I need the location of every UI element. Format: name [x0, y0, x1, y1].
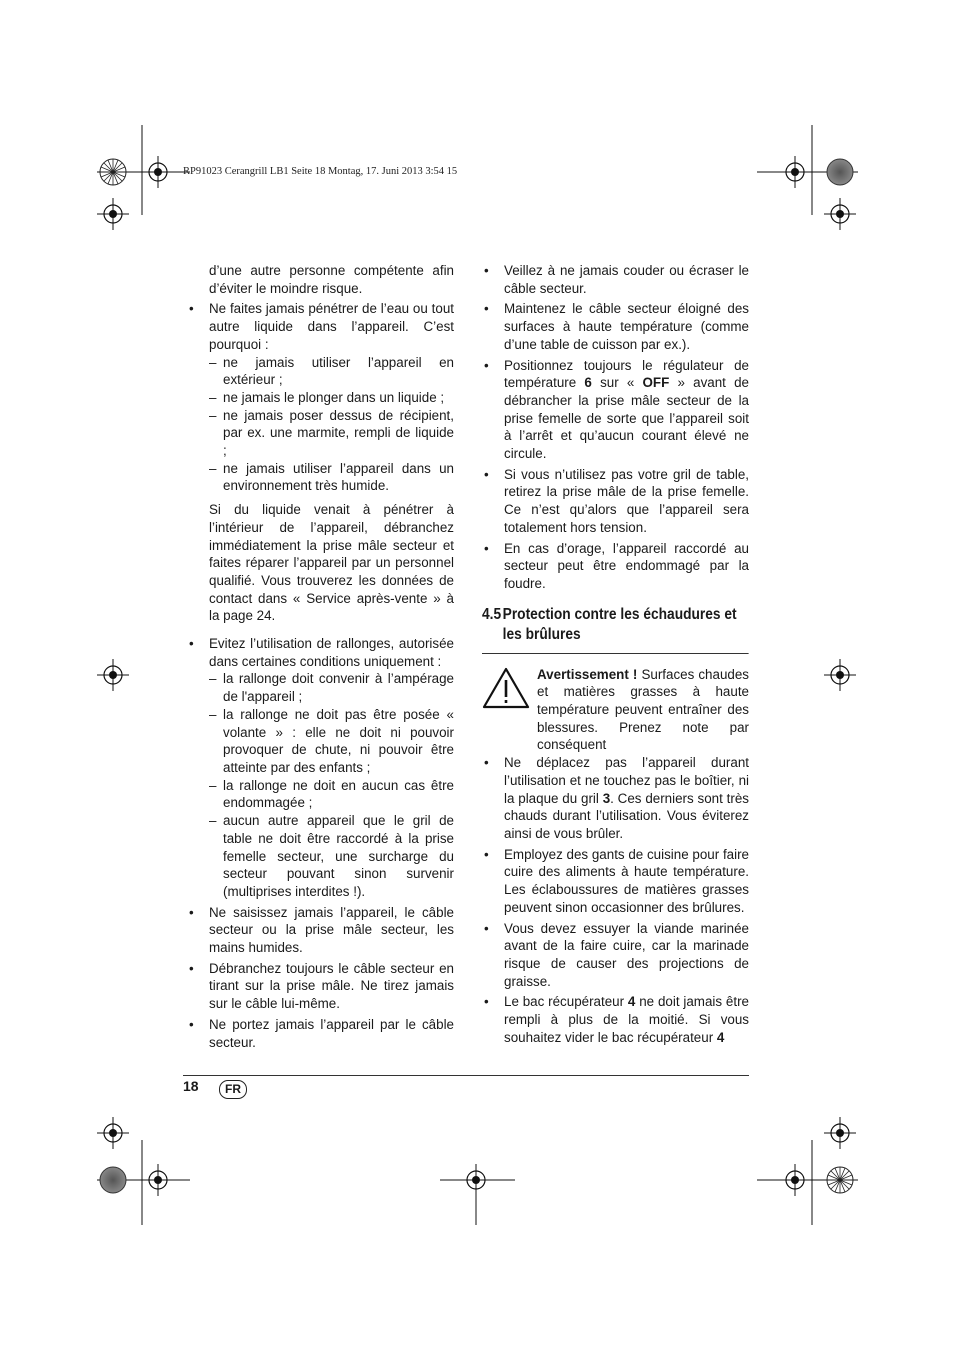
left-column: [187, 262, 454, 1054]
sub-item: – la rallonge doit convenir à l’ampérage de l'appareil ;: [209, 670, 454, 705]
ref-number: 3: [602, 790, 611, 806]
section-heading: 4.5Protection contre les échaudures et les brûlures: [482, 605, 749, 654]
ref-number: 4: [627, 994, 636, 1010]
sub-item: – ne jamais utiliser l’appareil dans un environnement très humide.: [209, 460, 454, 495]
bullet-marinade: • Vous devez essuyer la viande marinée avant de la faire cuire, car la marinade risque de causer des projections de graisse.: [482, 920, 749, 991]
sub-item: – la rallonge ne doit pas être posée « volante » : elle ne doit ni pouvoir provoquer de chute, ni pouvoir être atteinte par des enfants ;: [209, 706, 454, 777]
bullet-liquid: • Ne faites jamais pénétrer de l’eau ou tout autre liquide dans l’appareil. C’est pourquoi : – ne jamais utiliser l’appareil en extérieur ; – ne jamais le plonger dans un liquide ; – ne jamais poser dessus de récipient, par ex. une marmite, rempli de liquide ; – ne jamais utiliser l’appareil dans un environnement très humide.: [187, 300, 454, 495]
warning-text: Avertissement ! Surfaces chaudes et matières grasses à haute température peuvent entraîner des blessures. Prenez note par conséquent: [537, 666, 749, 753]
warning-label: Avertissement !: [537, 666, 638, 682]
bullet-not-in-use: • Si vous n’utilisez pas votre gril de table, retirez la prise mâle de la prise femelle. Ce n’est qu’alors que l’appareil sera totalement hors tension.: [482, 466, 749, 537]
sub-item: – ne jamais le plonger dans un liquide ;: [209, 389, 454, 407]
bullet-hot-surfaces: • Maintenez le câble secteur éloigné des surfaces à haute température (comme d’une table de cuisson par ex.).: [482, 300, 749, 353]
bullet-carry: • Ne portez jamais l’appareil par le câble secteur.: [187, 1016, 454, 1051]
sub-item: – aucun autre appareil que le gril de table ne doit être raccordé à la prise femelle secteur, une surcharge du secteur pouvant sinon survenir (multiprises interdites !).: [209, 812, 454, 901]
sub-list-liquid: [209, 354, 454, 496]
footer-rule: [183, 1075, 749, 1076]
sub-item: – ne jamais utiliser l’appareil en extérieur ;: [209, 354, 454, 389]
bullet-unplug: • Débranchez toujours le câble secteur en tirant sur la prise mâle. Ne tirez jamais sur le câble lui-même.: [187, 960, 454, 1013]
off-label: OFF: [642, 375, 670, 391]
sub-item: – la rallonge ne doit en aucun cas être endommagée ;: [209, 777, 454, 812]
bullet-bend-cable: • Veillez à ne jamais couder ou écraser le câble secteur.: [482, 262, 749, 297]
page-number: 18: [183, 1078, 199, 1094]
bullet-wet-hands: • Ne saisissez jamais l’appareil, le câble secteur ou la prise mâle secteur, les mains humides.: [187, 904, 454, 957]
print-slug: RP91023 Cerangrill LB1 Seite 18 Montag, 17. Juni 2013 3:54 15: [183, 166, 458, 177]
bullet-gloves: • Employez des gants de cuisine pour faire cuire des aliments à haute température. Les éclaboussures de matières grasses peuvent sinon occasionner des brûlures.: [482, 846, 749, 917]
sub-list-extension: [209, 670, 454, 900]
language-badge: FR: [219, 1080, 247, 1099]
bullet-drip-tray: • Le bac récupérateur 4 ne doit jamais être rempli à plus de la moitié. Si vous souhaitez vider le bac récupérateur 4: [482, 993, 749, 1046]
warning-box: [482, 666, 749, 755]
right-column: [482, 262, 749, 1049]
bullet-do-not-move: • Ne déplacez pas l’appareil durant l’utilisation et ne touchez pas le boîtier, ni la plaque du gril 3. Ces derniers sont très chauds durant l’utilisation. Vous éviterez ainsi de vous brûler.: [482, 754, 749, 843]
bullet-storm: • En cas d’orage, l’appareil raccordé au secteur peut être endommagé par la foudre.: [482, 540, 749, 593]
ref-number: 6: [584, 375, 592, 391]
bullet-thermostat: • Positionnez toujours le régulateur de température 6 sur « OFF » avant de débrancher la prise mâle secteur de la prise femelle de sorte que l’appareil soit à l’arrêt et qu’aucun courant élevé ne circule.: [482, 357, 749, 463]
bullet-extension: • Evitez l’utilisation de rallonges, autorisée dans certaines conditions uniquement : – la rallonge doit convenir à l’ampérage de l'appareil ; – la rallonge ne doit pas être posée « volante » : elle ne doit ni pouvoir provoquer de chute, ni pouvoir être atteinte par des enfants ; – la rallonge ne doit en aucun cas être endommagée ; – aucun autre appareil que le gril de table ne doit être raccordé à la prise femelle secteur, une surcharge du secteur pouvant sinon survenir (multiprises interdites !).: [187, 635, 454, 901]
ref-number: 4: [716, 1029, 725, 1045]
liquid-paragraph: Si du liquide venait à pénétrer à l’intérieur de l’appareil, débranchez immédiatement la prise mâle secteur et faites réparer l’appareil par un personnel qualifié. Vous trouverez les données de contact dans « Service après-vente » à la page 24.: [209, 502, 454, 624]
continued-text: d’une autre personne compétente afin d’éviter le moindre risque.: [209, 263, 454, 296]
section-number: 4.5: [482, 605, 502, 623]
sub-item: – ne jamais poser dessus de récipient, par ex. une marmite, rempli de liquide ;: [209, 407, 454, 460]
warning-triangle-icon: [482, 666, 530, 710]
